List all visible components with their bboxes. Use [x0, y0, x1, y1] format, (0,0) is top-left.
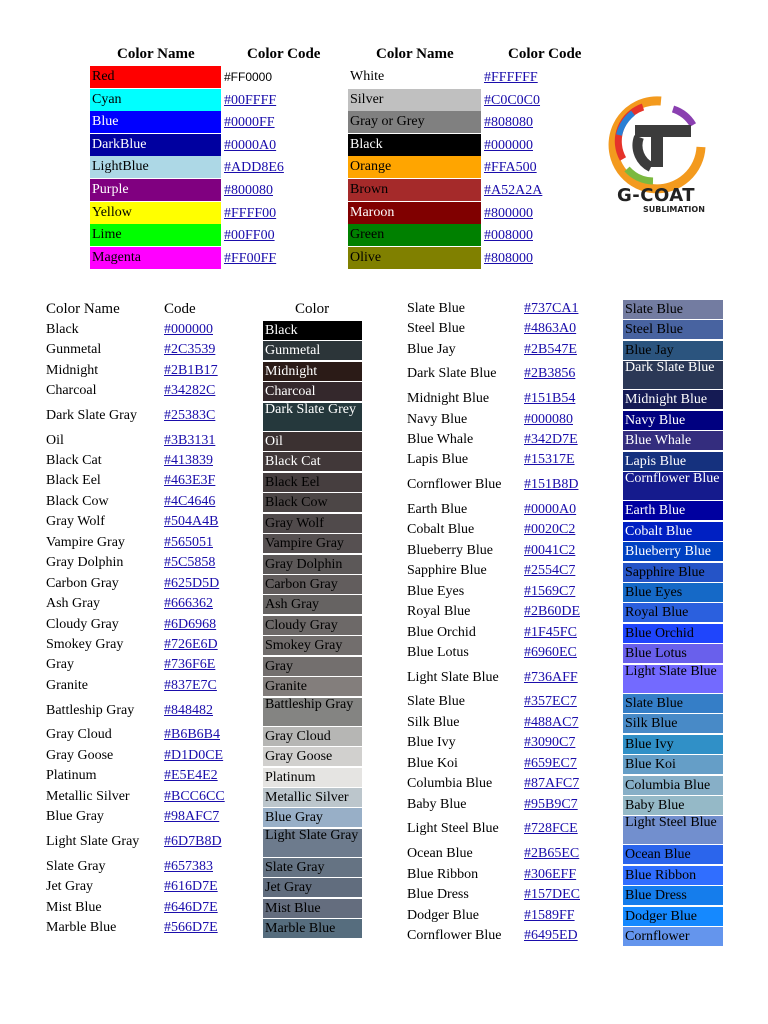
color-name: Oil [46, 433, 64, 448]
color-code-link[interactable]: #2B3856 [524, 366, 576, 381]
color-code-link[interactable]: #2554C7 [524, 563, 576, 578]
color-code-link[interactable]: #15317E [524, 452, 575, 467]
color-name: Carbon Gray [46, 576, 119, 591]
color-swatch-label: Blue Eyes [625, 585, 683, 600]
color-code-link[interactable]: #0041C2 [524, 543, 576, 558]
color-name: Columbia Blue [407, 776, 493, 791]
color-swatch [623, 927, 723, 946]
color-name: Battleship Gray [46, 703, 135, 718]
color-code-link[interactable]: #E5E4E2 [164, 768, 218, 783]
color-swatch-label: Metallic Silver [265, 790, 349, 805]
color-swatch-label: Blue Ribbon [625, 868, 697, 883]
color-code-link[interactable]: #565051 [164, 535, 213, 550]
color-name: Marble Blue [46, 920, 117, 935]
color-swatch-label: Light Slate Gray [265, 829, 359, 843]
t1-swatch: Olive [348, 247, 481, 269]
color-swatch [263, 575, 362, 594]
color-swatch [263, 493, 362, 512]
color-code-link[interactable]: #625D5D [164, 576, 220, 591]
color-code-link[interactable]: #151B54 [524, 391, 576, 406]
t1-swatch: Cyan [90, 89, 221, 111]
color-swatch [623, 776, 723, 795]
t1-code-link[interactable]: #00FFFF [224, 93, 277, 108]
color-swatch [623, 522, 723, 541]
color-name: Earth Blue [407, 502, 468, 517]
color-code-link[interactable]: #488AC7 [524, 715, 579, 730]
color-name: Blue Jay [407, 342, 456, 357]
color-code-link[interactable]: #2B1B17 [164, 363, 218, 378]
color-code-link[interactable]: #95B9C7 [524, 797, 578, 812]
t2-header-code: Code [164, 301, 196, 317]
t1-code-link[interactable]: #FF00FF [224, 251, 277, 266]
color-swatch-label: Gray Cloud [265, 729, 331, 744]
color-code-link[interactable]: #0020C2 [524, 522, 576, 537]
color-code-link[interactable]: #2B547E [524, 342, 577, 357]
color-code-link[interactable]: #34282C [164, 383, 216, 398]
color-swatch [623, 390, 723, 409]
color-swatch-label: Charcoal [265, 384, 316, 399]
color-name: Blue Eyes [407, 584, 465, 599]
color-swatch [623, 603, 723, 622]
color-code-link[interactable]: #837E7C [164, 678, 217, 693]
color-code-link[interactable]: #737CA1 [524, 301, 579, 316]
color-swatch [263, 382, 362, 401]
color-name: Blue Ivy [407, 735, 456, 750]
color-swatch-label: Light Steel Blue [625, 816, 717, 830]
color-name: Black Eel [46, 473, 101, 488]
color-swatch [263, 698, 362, 726]
color-name: Gray [46, 657, 74, 672]
color-name: Black Cow [46, 494, 109, 509]
color-name: Midnight Blue [407, 391, 490, 406]
color-swatch-label: Gray Wolf [265, 516, 324, 531]
t1-code-link[interactable]: #0000A0 [224, 138, 277, 153]
color-name: Platinum [46, 768, 97, 783]
color-swatch-label: Gray Dolphin [265, 557, 343, 572]
color-name: Silk Blue [407, 715, 460, 730]
color-code-link[interactable]: #D1D0CE [164, 748, 224, 763]
color-swatch [263, 403, 362, 431]
color-name: Blue Dress [407, 887, 469, 902]
color-code-link[interactable]: #728FCE [524, 821, 578, 836]
color-swatch-label: Blue Jay [625, 343, 674, 358]
color-swatch-label: Black Eel [265, 475, 320, 490]
color-name: Blue Gray [46, 809, 104, 824]
t1-swatch: Magenta [90, 247, 221, 269]
t1-swatch: Green [348, 224, 481, 246]
color-name: Vampire Gray [46, 535, 125, 550]
color-swatch-label: Carbon Gray [265, 577, 338, 592]
color-swatch-label: Midnight [265, 364, 318, 379]
color-swatch-label: Smokey Gray [265, 638, 343, 653]
color-swatch-label: Blue Lotus [625, 646, 687, 661]
t1-swatch: Yellow [90, 202, 221, 224]
color-swatch-label: Slate Gray [265, 860, 325, 875]
color-swatch [263, 727, 362, 746]
color-swatch-label: Ocean Blue [625, 847, 691, 862]
color-code-link[interactable]: #1569C7 [524, 584, 576, 599]
color-name: Ash Gray [46, 596, 101, 611]
t1-code-link[interactable]: #000000 [484, 138, 533, 153]
t1-code-link[interactable]: #808080 [484, 115, 533, 130]
color-swatch [263, 657, 362, 676]
color-code-link[interactable]: #6495ED [524, 928, 578, 943]
color-swatch [623, 411, 723, 430]
color-swatch-label: Jet Gray [265, 880, 313, 895]
color-code-link[interactable]: #3090C7 [524, 735, 576, 750]
color-swatch-label: Gunmetal [265, 343, 321, 358]
color-swatch [623, 644, 723, 663]
color-swatch [623, 866, 723, 885]
color-swatch-label: Oil [265, 434, 283, 449]
color-code-link[interactable]: #413839 [164, 453, 213, 468]
color-name: Blue Ribbon [407, 867, 479, 882]
color-name: Cobalt Blue [407, 522, 475, 537]
color-swatch-label: Marble Blue [265, 921, 336, 936]
color-swatch [263, 636, 362, 655]
color-code-link[interactable]: #657383 [164, 859, 213, 874]
color-code-link[interactable]: #2B60DE [524, 604, 580, 619]
color-code-link[interactable]: #151B8D [524, 477, 579, 492]
t1-code-link[interactable]: #800080 [224, 183, 273, 198]
color-code-link[interactable]: #504A4B [164, 514, 219, 529]
color-swatch [263, 473, 362, 492]
color-code-link[interactable]: #2C3539 [164, 342, 216, 357]
color-name: Slate Gray [46, 859, 106, 874]
color-name: Steel Blue [407, 321, 465, 336]
color-swatch-label: Steel Blue [625, 322, 683, 337]
color-swatch [263, 677, 362, 696]
color-code-link[interactable]: #6960EC [524, 645, 577, 660]
color-swatch-label: Midnight Blue [625, 392, 708, 407]
color-code-link[interactable]: #306EFF [524, 867, 577, 882]
color-name: Gray Goose [46, 748, 114, 763]
color-swatch-label: Blue Whale [625, 433, 692, 448]
color-code-link[interactable]: #666362 [164, 596, 213, 611]
color-swatch [263, 321, 362, 340]
color-swatch [263, 534, 362, 553]
color-swatch-label: Blue Koi [625, 757, 676, 772]
color-code-link[interactable]: #736F6E [164, 657, 216, 672]
color-name: Gray Cloud [46, 727, 112, 742]
color-swatch [623, 624, 723, 643]
color-name: Cornflower Blue [407, 477, 502, 492]
color-code-link[interactable]: #3B3131 [164, 433, 216, 448]
color-name: Blueberry Blue [407, 543, 493, 558]
color-swatch-label: Dark Slate Grey [265, 403, 356, 417]
t1-code-link[interactable]: #FFFF00 [224, 206, 277, 221]
color-swatch [623, 735, 723, 754]
t1-code: #FF0000 [224, 70, 273, 84]
color-swatch [263, 808, 362, 827]
color-swatch [623, 714, 723, 733]
color-swatch [623, 563, 723, 582]
color-swatch [263, 595, 362, 614]
color-swatch [263, 747, 362, 766]
color-code-link[interactable]: #2B65EC [524, 846, 580, 861]
t1-swatch: Purple [90, 179, 221, 201]
t1-code-link[interactable]: #A52A2A [484, 183, 543, 198]
g-coat-logo [583, 95, 738, 220]
color-swatch-label: Black Cat [265, 454, 321, 469]
t1-code-link[interactable]: #808000 [484, 251, 533, 266]
color-name: Royal Blue [407, 604, 471, 619]
color-swatch-label: Blueberry Blue [625, 544, 711, 559]
color-swatch-label: Blue Ivy [625, 737, 674, 752]
color-swatch [623, 755, 723, 774]
color-name: Dodger Blue [407, 908, 479, 923]
color-swatch-label: Sapphire Blue [625, 565, 705, 580]
color-code-link[interactable]: #0000A0 [524, 502, 577, 517]
color-code-link[interactable]: #566D7E [164, 920, 218, 935]
t1-code-link[interactable]: #FFA500 [484, 160, 537, 175]
color-code-link[interactable]: #6D6968 [164, 617, 217, 632]
color-swatch [263, 768, 362, 787]
color-name: Sapphire Blue [407, 563, 487, 578]
color-swatch-label: Slate Blue [625, 696, 683, 711]
color-name: Blue Whale [407, 432, 474, 447]
t1-swatch: Maroon [348, 202, 481, 224]
color-swatch [263, 858, 362, 877]
color-swatch [263, 919, 362, 938]
color-name: Navy Blue [407, 412, 468, 427]
color-swatch [623, 431, 723, 450]
color-swatch-label: Dodger Blue [625, 909, 697, 924]
color-swatch [623, 665, 723, 693]
color-name: Slate Blue [407, 301, 465, 316]
color-code-link[interactable]: #000080 [524, 412, 573, 427]
color-swatch-label: Cobalt Blue [625, 524, 693, 539]
color-swatch [263, 788, 362, 807]
color-swatch [623, 501, 723, 520]
t1-header-code-2: Color Code [508, 46, 582, 62]
color-code-link[interactable]: #342D7E [524, 432, 578, 447]
color-name: Lapis Blue [407, 452, 469, 467]
color-name: Light Slate Blue [407, 670, 499, 685]
t1-header-code-1: Color Code [247, 46, 321, 62]
color-swatch-label: Gray Goose [265, 749, 333, 764]
color-swatch-label: Battleship Gray [265, 698, 354, 712]
color-swatch [623, 341, 723, 360]
color-swatch [263, 899, 362, 918]
t1-code-link[interactable]: #C0C0C0 [484, 93, 541, 108]
color-swatch-label: Blue Gray [265, 810, 323, 825]
t1-swatch: Lime [90, 224, 221, 246]
color-code-link[interactable]: #25383C [164, 408, 216, 423]
color-swatch-label: Dark Slate Blue [625, 361, 715, 375]
color-swatch [263, 616, 362, 635]
color-name: Light Slate Gray [46, 834, 140, 849]
color-code-link[interactable]: #6D7B8D [164, 834, 222, 849]
color-swatch [623, 472, 723, 500]
color-swatch [623, 907, 723, 926]
color-swatch-label: Cloudy Gray [265, 618, 338, 633]
color-name: Black [46, 322, 79, 337]
color-name: Blue Lotus [407, 645, 469, 660]
color-swatch [623, 796, 723, 815]
color-swatch-label: Blue Dress [625, 888, 687, 903]
color-swatch-label: Cornflower Blue [625, 472, 720, 486]
color-swatch [263, 341, 362, 360]
color-swatch-label: Baby Blue [625, 798, 685, 813]
color-name: Midnight [46, 363, 99, 378]
color-name: Cornflower Blue [407, 928, 502, 943]
color-swatch [263, 878, 362, 897]
color-name: Gray Wolf [46, 514, 105, 529]
t1-code-link[interactable]: #0000FF [224, 115, 275, 130]
color-name: Mist Blue [46, 900, 102, 915]
t1-swatch: Gray or Grey [348, 111, 481, 133]
color-name: Light Steel Blue [407, 821, 499, 836]
color-name: Cloudy Gray [46, 617, 119, 632]
color-code-link[interactable]: #616D7E [164, 879, 218, 894]
color-swatch [623, 542, 723, 561]
color-name: Smokey Gray [46, 637, 124, 652]
color-code-link[interactable]: #646D7E [164, 900, 218, 915]
color-code-link[interactable]: #1F45FC [524, 625, 577, 640]
color-swatch [263, 514, 362, 533]
color-code-link[interactable]: #BCC6CC [164, 789, 225, 804]
color-swatch-label: Cornflower [625, 929, 690, 944]
color-name: Gunmetal [46, 342, 102, 357]
color-swatch [263, 555, 362, 574]
color-swatch [623, 816, 723, 844]
t1-code-link[interactable]: #008000 [484, 228, 533, 243]
color-swatch [623, 361, 723, 389]
color-swatch [263, 432, 362, 451]
color-swatch-label: Black [265, 323, 298, 338]
color-name: Jet Gray [46, 879, 94, 894]
color-swatch [623, 886, 723, 905]
color-swatch-label: Ash Gray [265, 597, 320, 612]
color-name: Blue Orchid [407, 625, 476, 640]
t1-swatch: Blue [90, 111, 221, 133]
color-swatch [623, 694, 723, 713]
color-name: Dark Slate Blue [407, 366, 497, 381]
color-swatch-label: Mist Blue [265, 901, 321, 916]
logo-brand-text: G-COAT [617, 185, 696, 206]
logo-tagline-text: SUBLIMATION [643, 205, 705, 214]
color-code-link[interactable]: #B6B6B4 [164, 727, 221, 742]
t1-swatch: Black [348, 134, 481, 156]
color-swatch-label: Navy Blue [625, 413, 686, 428]
t1-header-name-2: Color Name [376, 46, 454, 62]
color-code-link[interactable]: #357EC7 [524, 694, 577, 709]
color-swatch-label: Black Cow [265, 495, 328, 510]
color-name: Black Cat [46, 453, 102, 468]
color-code-link[interactable]: #87AFC7 [524, 776, 580, 791]
t1-swatch: Brown [348, 179, 481, 201]
color-swatch-label: Silk Blue [625, 716, 678, 731]
color-swatch-label: Gray [265, 659, 293, 674]
color-swatch [623, 320, 723, 339]
color-code-link[interactable]: #157DEC [524, 887, 580, 902]
color-name: Gray Dolphin [46, 555, 124, 570]
color-swatch-label: Light Slate Blue [625, 665, 717, 679]
t1-header-name-1: Color Name [117, 46, 195, 62]
t1-swatch: Red [90, 66, 221, 88]
color-name: Slate Blue [407, 694, 465, 709]
t1-swatch: White [350, 69, 385, 84]
color-swatch-label: Platinum [265, 770, 316, 785]
t2-header-name: Color Name [46, 301, 120, 317]
t1-swatch: Silver [348, 89, 481, 111]
t1-swatch: Orange [348, 156, 481, 178]
color-name: Blue Koi [407, 756, 458, 771]
t1-swatch: LightBlue [90, 156, 221, 178]
t1-code-link[interactable]: #ADD8E6 [224, 160, 284, 175]
color-swatch-label: Earth Blue [625, 503, 686, 518]
t1-code-link[interactable]: #FFFFFF [484, 70, 538, 85]
color-name: Baby Blue [407, 797, 467, 812]
color-code-link[interactable]: #000000 [164, 322, 213, 337]
color-name: Metallic Silver [46, 789, 130, 804]
color-code-link[interactable]: #848482 [164, 703, 213, 718]
color-code-link[interactable]: #736AFF [524, 670, 578, 685]
color-swatch-label: Lapis Blue [625, 454, 687, 469]
t1-code-link[interactable]: #800000 [484, 206, 533, 221]
color-code-link[interactable]: #1589FF [524, 908, 575, 923]
color-name: Granite [46, 678, 88, 693]
color-name: Dark Slate Gray [46, 408, 137, 423]
color-swatch [263, 452, 362, 471]
color-swatch [623, 845, 723, 864]
t1-swatch: DarkBlue [90, 134, 221, 156]
color-code-link[interactable]: #726E6D [164, 637, 218, 652]
color-name: Charcoal [46, 383, 97, 398]
t2-header-color: Color [295, 301, 330, 317]
color-swatch [263, 362, 362, 381]
color-swatch-label: Columbia Blue [625, 778, 711, 793]
color-swatch-label: Vampire Gray [265, 536, 344, 551]
color-code-link[interactable]: #5C5858 [164, 555, 216, 570]
color-code-link[interactable]: #4C4646 [164, 494, 216, 509]
color-swatch-label: Slate Blue [625, 302, 683, 317]
color-swatch [263, 829, 362, 857]
color-code-link[interactable]: #659EC7 [524, 756, 577, 771]
color-code-link[interactable]: #463E3F [164, 473, 216, 488]
color-swatch [623, 583, 723, 602]
color-swatch-label: Granite [265, 679, 307, 694]
color-code-link[interactable]: #4863A0 [524, 321, 577, 336]
color-swatch [623, 452, 723, 471]
color-swatch [623, 300, 723, 319]
color-code-link[interactable]: #98AFC7 [164, 809, 220, 824]
color-name: Ocean Blue [407, 846, 473, 861]
t1-code-link[interactable]: #00FF00 [224, 228, 275, 243]
color-swatch-label: Royal Blue [625, 605, 689, 620]
color-swatch-label: Blue Orchid [625, 626, 694, 641]
